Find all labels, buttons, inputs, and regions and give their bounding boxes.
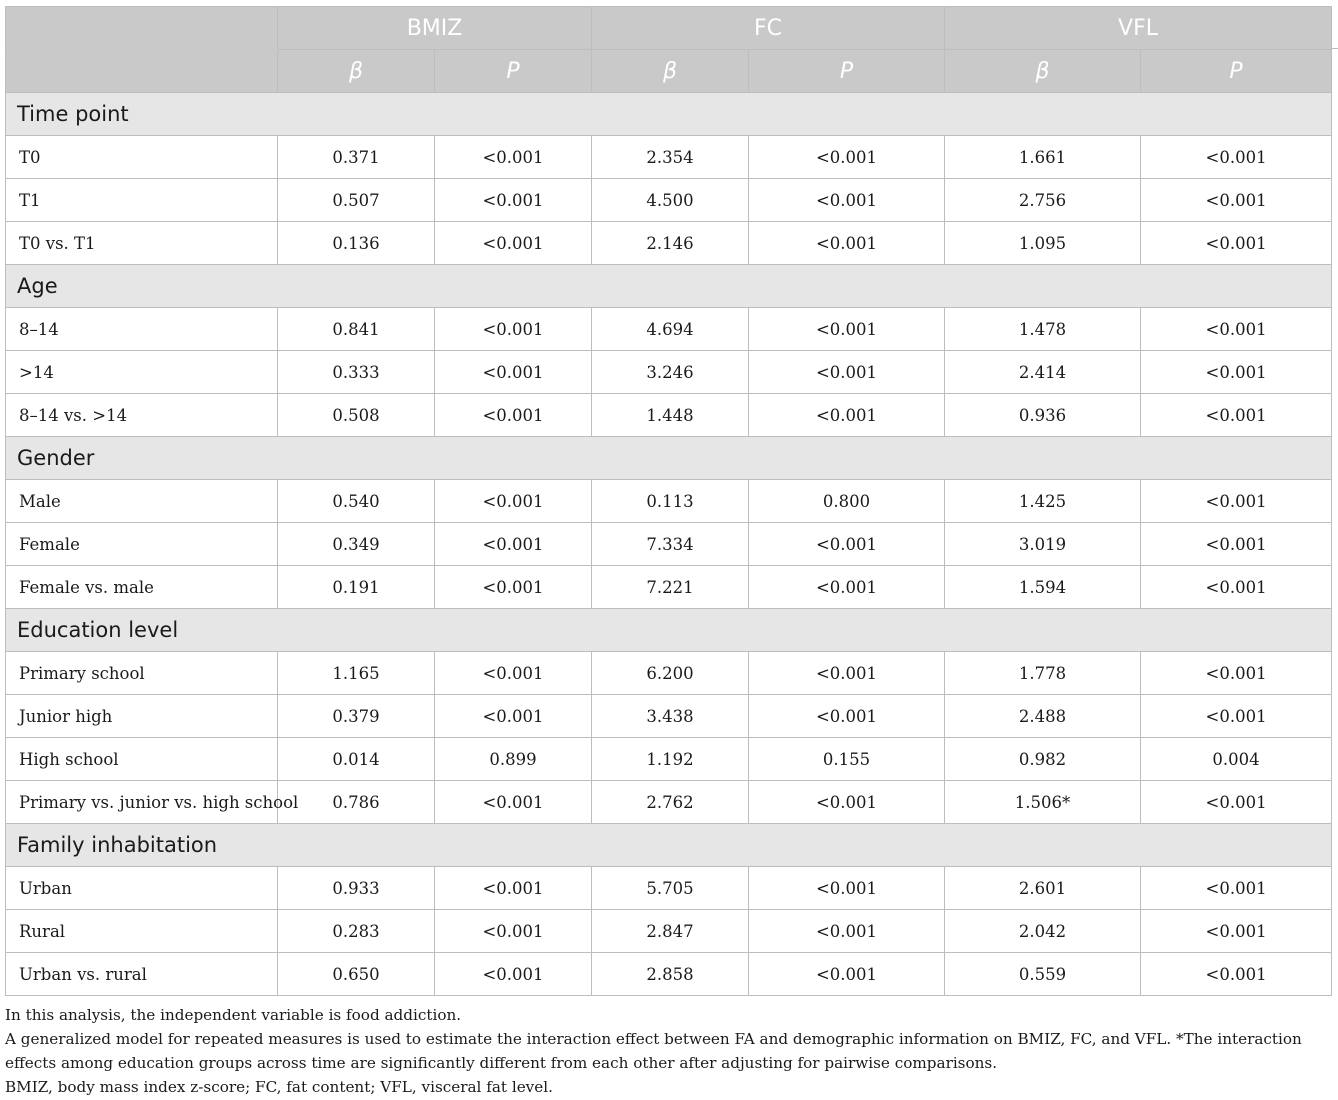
results-table-container	[5, 6, 1331, 996]
table-cell: 0.379	[278, 695, 435, 738]
row-label: 8–14	[6, 308, 278, 351]
table-cell: <0.001	[435, 179, 592, 222]
table-cell: 0.508	[278, 394, 435, 437]
row-label: Primary vs. junior vs. high school	[6, 781, 278, 824]
table-cell: 5.705	[592, 867, 749, 910]
table-cell: <0.001	[1141, 781, 1332, 824]
table-cell: <0.001	[749, 136, 945, 179]
table-cell: 0.371	[278, 136, 435, 179]
table-cell: <0.001	[1141, 351, 1332, 394]
section-row	[6, 93, 1332, 136]
table-cell: <0.001	[435, 695, 592, 738]
table-cell: 1.192	[592, 738, 749, 781]
table-cell: 4.500	[592, 179, 749, 222]
table-cell: 0.191	[278, 566, 435, 609]
table-cell: <0.001	[1141, 222, 1332, 265]
table-row	[6, 566, 1332, 609]
table-cell: <0.001	[749, 222, 945, 265]
table-row	[6, 480, 1332, 523]
table-cell: 0.507	[278, 179, 435, 222]
table-row	[6, 394, 1332, 437]
table-cell: 2.847	[592, 910, 749, 953]
table-cell: <0.001	[749, 523, 945, 566]
table-cell: <0.001	[749, 566, 945, 609]
section-row	[6, 824, 1332, 867]
header-vfl-beta: β	[945, 50, 1141, 93]
table-cell: 1.661	[945, 136, 1141, 179]
row-label: Primary school	[6, 652, 278, 695]
table-cell: 0.136	[278, 222, 435, 265]
table-cell: 0.349	[278, 523, 435, 566]
table-cell: <0.001	[749, 308, 945, 351]
section-title: Family inhabitation	[6, 824, 1332, 867]
table-cell: <0.001	[1141, 523, 1332, 566]
table-cell: 3.246	[592, 351, 749, 394]
table-cell: 0.982	[945, 738, 1141, 781]
table-cell: 0.113	[592, 480, 749, 523]
table-cell: 6.200	[592, 652, 749, 695]
table-cell: <0.001	[435, 308, 592, 351]
table-cell: <0.001	[1141, 179, 1332, 222]
table-cell: 0.650	[278, 953, 435, 996]
footnote-abbreviations: BMIZ, body mass index z-score; FC, fat content; VFL, visceral fat level.	[5, 1078, 553, 1096]
header-group-bmiz: BMIZ	[278, 7, 592, 50]
table-row	[6, 953, 1332, 996]
table-cell: 0.936	[945, 394, 1141, 437]
table-cell: 1.425	[945, 480, 1141, 523]
table-cell: <0.001	[1141, 652, 1332, 695]
table-cell: 3.019	[945, 523, 1141, 566]
table-cell: 0.559	[945, 953, 1141, 996]
table-cell: 0.841	[278, 308, 435, 351]
row-label: Urban	[6, 867, 278, 910]
header-vfl-p: P	[1141, 50, 1332, 93]
footnote-independent-variable: In this analysis, the independent variable is food addiction.	[5, 1006, 462, 1024]
section-title: Age	[6, 265, 1332, 308]
table-cell: <0.001	[435, 566, 592, 609]
table-cell: <0.001	[435, 222, 592, 265]
table-cell: <0.001	[749, 910, 945, 953]
table-cell: 0.786	[278, 781, 435, 824]
header-bmiz-p: P	[435, 50, 592, 93]
table-cell: <0.001	[1141, 394, 1332, 437]
table-cell: <0.001	[749, 953, 945, 996]
table-cell: 2.354	[592, 136, 749, 179]
table-cell: <0.001	[749, 394, 945, 437]
row-label: T0 vs. T1	[6, 222, 278, 265]
table-cell: <0.001	[1141, 910, 1332, 953]
table-cell: 3.438	[592, 695, 749, 738]
table-cell: <0.001	[1141, 136, 1332, 179]
table-cell: 2.414	[945, 351, 1141, 394]
table-cell: 0.155	[749, 738, 945, 781]
table-cell: 1.448	[592, 394, 749, 437]
table-row	[6, 867, 1332, 910]
table-row	[6, 136, 1332, 179]
table-cell: 7.334	[592, 523, 749, 566]
table-cell: <0.001	[1141, 867, 1332, 910]
table-header	[6, 7, 1332, 93]
table-footnotes	[5, 1003, 1333, 1099]
header-blank-cell	[6, 7, 278, 50]
table-cell: 2.488	[945, 695, 1141, 738]
section-row	[6, 265, 1332, 308]
header-fc-beta: β	[592, 50, 749, 93]
table-cell: <0.001	[435, 910, 592, 953]
row-label: >14	[6, 351, 278, 394]
table-cell: 2.762	[592, 781, 749, 824]
row-label: Rural	[6, 910, 278, 953]
table-cell: <0.001	[1141, 566, 1332, 609]
header-group-fc: FC	[592, 7, 945, 50]
table-cell: <0.001	[435, 351, 592, 394]
table-cell: 1.594	[945, 566, 1141, 609]
table-cell: <0.001	[435, 867, 592, 910]
table-cell: 0.899	[435, 738, 592, 781]
table-cell: 2.756	[945, 179, 1141, 222]
table-cell: 0.333	[278, 351, 435, 394]
table-cell: 7.221	[592, 566, 749, 609]
table-cell: 0.933	[278, 867, 435, 910]
table-cell: 0.800	[749, 480, 945, 523]
table-cell: 0.283	[278, 910, 435, 953]
section-row	[6, 609, 1332, 652]
table-cell: <0.001	[435, 781, 592, 824]
table-cell: 4.694	[592, 308, 749, 351]
row-label: High school	[6, 738, 278, 781]
table-cell: 1.095	[945, 222, 1141, 265]
table-cell: <0.001	[749, 695, 945, 738]
table-cell: 1.165	[278, 652, 435, 695]
table-row	[6, 308, 1332, 351]
table-cell: 1.778	[945, 652, 1141, 695]
table-cell: <0.001	[1141, 695, 1332, 738]
table-cell: <0.001	[435, 394, 592, 437]
header-group-vfl: VFL	[945, 7, 1332, 50]
table-row	[6, 523, 1332, 566]
header-fc-p: P	[749, 50, 945, 93]
row-label: Female vs. male	[6, 566, 278, 609]
table-body	[6, 93, 1332, 996]
table-row	[6, 781, 1332, 824]
results-table	[5, 6, 1332, 996]
table-cell: 2.601	[945, 867, 1141, 910]
table-cell: <0.001	[435, 953, 592, 996]
table-cell: <0.001	[435, 480, 592, 523]
table-cell: <0.001	[1141, 480, 1332, 523]
table-cell: 0.540	[278, 480, 435, 523]
table-row	[6, 222, 1332, 265]
table-cell: <0.001	[435, 523, 592, 566]
table-cell: <0.001	[749, 351, 945, 394]
table-cell: <0.001	[749, 179, 945, 222]
table-cell: 2.146	[592, 222, 749, 265]
section-title: Education level	[6, 609, 1332, 652]
table-cell: <0.001	[435, 652, 592, 695]
table-row	[6, 910, 1332, 953]
footnote-model-description: A generalized model for repeated measures is used to estimate the interaction effect between FA and demographic information on BMIZ, FC, and VFL. *The interaction effects among education groups across time are significantly different from each other after adjusting for pairwise comparisons.	[5, 1030, 1302, 1072]
table-row	[6, 351, 1332, 394]
table-cell: 1.506*	[945, 781, 1141, 824]
table-cell: <0.001	[435, 136, 592, 179]
header-blank-cell-2	[6, 50, 278, 93]
table-cell: <0.001	[749, 867, 945, 910]
row-label: T0	[6, 136, 278, 179]
table-cell: 2.042	[945, 910, 1141, 953]
header-edge-line	[1331, 48, 1338, 49]
table-row	[6, 179, 1332, 222]
table-row	[6, 652, 1332, 695]
row-label: Urban vs. rural	[6, 953, 278, 996]
table-cell: <0.001	[749, 781, 945, 824]
section-title: Gender	[6, 437, 1332, 480]
row-label: Female	[6, 523, 278, 566]
table-cell: <0.001	[1141, 308, 1332, 351]
row-label: Male	[6, 480, 278, 523]
table-cell: 0.014	[278, 738, 435, 781]
table-cell: <0.001	[1141, 953, 1332, 996]
row-label: T1	[6, 179, 278, 222]
table-row	[6, 738, 1332, 781]
table-cell: <0.001	[749, 652, 945, 695]
header-bmiz-beta: β	[278, 50, 435, 93]
table-cell: 2.858	[592, 953, 749, 996]
section-row	[6, 437, 1332, 480]
table-cell: 1.478	[945, 308, 1141, 351]
section-title: Time point	[6, 93, 1332, 136]
row-label: 8–14 vs. >14	[6, 394, 278, 437]
row-label: Junior high	[6, 695, 278, 738]
table-row	[6, 695, 1332, 738]
table-cell: 0.004	[1141, 738, 1332, 781]
